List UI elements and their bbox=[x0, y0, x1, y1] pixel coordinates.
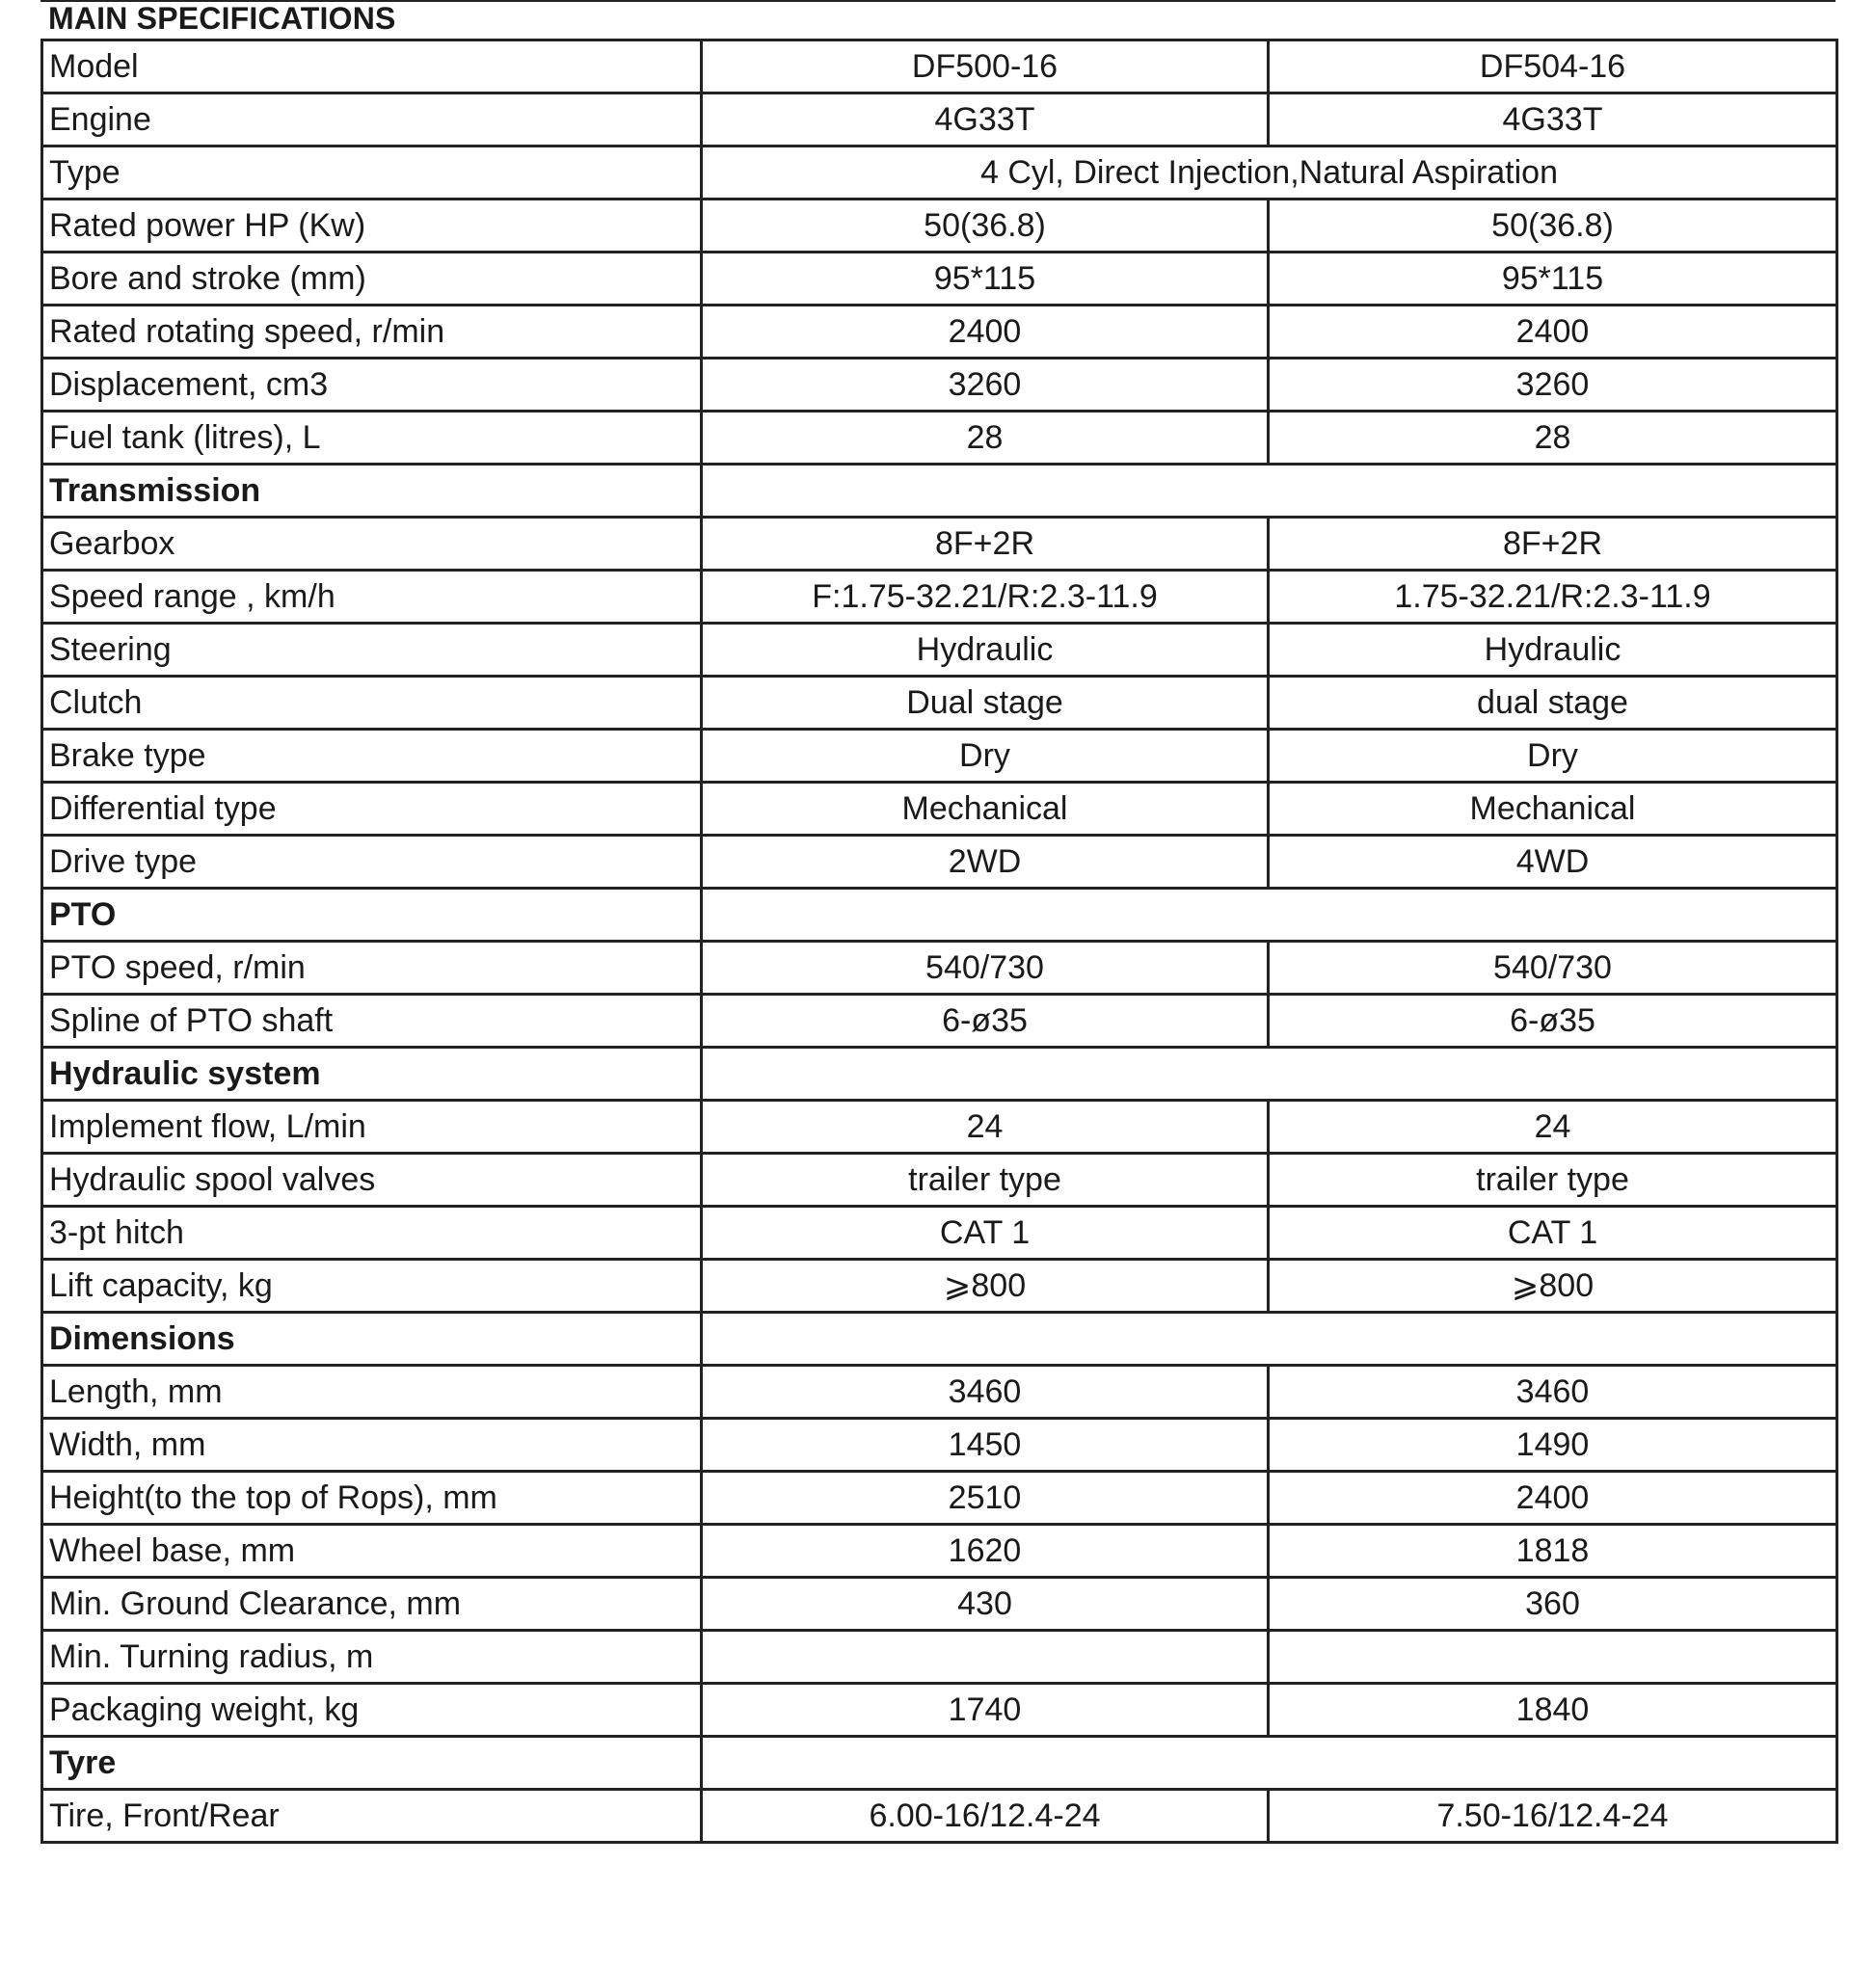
section-row bbox=[42, 889, 1837, 942]
page-title: MAIN SPECIFICATIONS bbox=[48, 1, 396, 36]
spec-label: Wheel base, mm bbox=[42, 1525, 702, 1578]
section-heading: Dimensions bbox=[42, 1313, 702, 1366]
spec-value-df504: 95*115 bbox=[1269, 253, 1837, 306]
specifications-table-body bbox=[42, 40, 1837, 1843]
section-empty-cell bbox=[702, 465, 1837, 518]
spec-label: Width, mm bbox=[42, 1419, 702, 1472]
spec-label: Rated power HP (Kw) bbox=[42, 200, 702, 253]
table-row bbox=[42, 518, 1837, 571]
spec-label: Displacement, cm3 bbox=[42, 359, 702, 412]
spec-value-df500: Dry bbox=[702, 730, 1269, 783]
spec-label: Brake type bbox=[42, 730, 702, 783]
table-row bbox=[42, 200, 1837, 253]
spec-value-df500: 1450 bbox=[702, 1419, 1269, 1472]
spec-value-df500: Mechanical bbox=[702, 783, 1269, 836]
table-row bbox=[42, 93, 1837, 146]
spec-value-df500: 430 bbox=[702, 1578, 1269, 1631]
spec-value-df500: 6-ø35 bbox=[702, 995, 1269, 1048]
spec-label: Engine bbox=[42, 93, 702, 146]
spec-value-df500: 95*115 bbox=[702, 253, 1269, 306]
spec-value-df504: Dry bbox=[1269, 730, 1837, 783]
section-row bbox=[42, 1737, 1837, 1790]
spec-value-df504: 2400 bbox=[1269, 306, 1837, 359]
spec-value-shared: 4 Cyl, Direct Injection,Natural Aspiration bbox=[702, 146, 1837, 200]
section-row bbox=[42, 1048, 1837, 1101]
spec-value-df504 bbox=[1269, 1631, 1837, 1684]
spec-label: Min. Turning radius, m bbox=[42, 1631, 702, 1684]
spec-value-df504: DF504-16 bbox=[1269, 40, 1837, 93]
spec-value-df500: 3260 bbox=[702, 359, 1269, 412]
spec-value-df500: 540/730 bbox=[702, 942, 1269, 995]
table-row bbox=[42, 1366, 1837, 1419]
spec-value-df504: 4G33T bbox=[1269, 93, 1837, 146]
spec-value-df504: 2400 bbox=[1269, 1472, 1837, 1525]
spec-value-df500: ⩾800 bbox=[702, 1260, 1269, 1313]
section-empty-cell bbox=[702, 889, 1837, 942]
spec-value-df504: 50(36.8) bbox=[1269, 200, 1837, 253]
spec-value-df500: trailer type bbox=[702, 1154, 1269, 1207]
spec-label: Height(to the top of Rops), mm bbox=[42, 1472, 702, 1525]
spec-value-df500: 50(36.8) bbox=[702, 200, 1269, 253]
spec-label: Drive type bbox=[42, 836, 702, 889]
spec-value-df504: 7.50-16/12.4-24 bbox=[1269, 1790, 1837, 1843]
spec-value-df504: ⩾800 bbox=[1269, 1260, 1837, 1313]
spec-value-df500: 4G33T bbox=[702, 93, 1269, 146]
spec-value-df500: Dual stage bbox=[702, 677, 1269, 730]
table-row bbox=[42, 1684, 1837, 1737]
spec-label: Clutch bbox=[42, 677, 702, 730]
spec-value-df504: 1840 bbox=[1269, 1684, 1837, 1737]
spec-label: 3-pt hitch bbox=[42, 1207, 702, 1260]
section-row bbox=[42, 465, 1837, 518]
spec-label: Length, mm bbox=[42, 1366, 702, 1419]
table-row bbox=[42, 1260, 1837, 1313]
spec-label: Steering bbox=[42, 624, 702, 677]
spec-label: Packaging weight, kg bbox=[42, 1684, 702, 1737]
table-row bbox=[42, 1790, 1837, 1843]
spec-value-df504: Mechanical bbox=[1269, 783, 1837, 836]
spec-value-df504: 8F+2R bbox=[1269, 518, 1837, 571]
spec-value-df500: 28 bbox=[702, 412, 1269, 465]
section-empty-cell bbox=[702, 1048, 1837, 1101]
spec-value-df500: 6.00-16/12.4-24 bbox=[702, 1790, 1269, 1843]
table-row bbox=[42, 836, 1837, 889]
spec-label: Min. Ground Clearance, mm bbox=[42, 1578, 702, 1631]
table-row bbox=[42, 1101, 1837, 1154]
section-heading: Tyre bbox=[42, 1737, 702, 1790]
table-row bbox=[42, 942, 1837, 995]
section-heading: Hydraulic system bbox=[42, 1048, 702, 1101]
spec-value-df504: Hydraulic bbox=[1269, 624, 1837, 677]
spec-value-df500: DF500-16 bbox=[702, 40, 1269, 93]
section-heading: Transmission bbox=[42, 465, 702, 518]
spec-value-df500 bbox=[702, 1631, 1269, 1684]
table-row bbox=[42, 253, 1837, 306]
spec-value-df500: 3460 bbox=[702, 1366, 1269, 1419]
spec-label: Lift capacity, kg bbox=[42, 1260, 702, 1313]
spec-value-df504: dual stage bbox=[1269, 677, 1837, 730]
table-row bbox=[42, 783, 1837, 836]
table-row bbox=[42, 571, 1837, 624]
spec-value-df500: 2400 bbox=[702, 306, 1269, 359]
spec-value-df500: 24 bbox=[702, 1101, 1269, 1154]
section-row bbox=[42, 1313, 1837, 1366]
section-empty-cell bbox=[702, 1737, 1837, 1790]
spec-value-df500: 2WD bbox=[702, 836, 1269, 889]
spec-label: Implement flow, L/min bbox=[42, 1101, 702, 1154]
spec-value-df504: 1818 bbox=[1269, 1525, 1837, 1578]
spec-value-df504: 1490 bbox=[1269, 1419, 1837, 1472]
spec-value-df504: 1.75-32.21/R:2.3-11.9 bbox=[1269, 571, 1837, 624]
spec-value-df504: 3260 bbox=[1269, 359, 1837, 412]
spec-value-df500: 2510 bbox=[702, 1472, 1269, 1525]
table-row bbox=[42, 1419, 1837, 1472]
spec-value-df500: Hydraulic bbox=[702, 624, 1269, 677]
table-row bbox=[42, 1578, 1837, 1631]
spec-value-df504: CAT 1 bbox=[1269, 1207, 1837, 1260]
spec-value-df500: 1620 bbox=[702, 1525, 1269, 1578]
spec-value-df504: trailer type bbox=[1269, 1154, 1837, 1207]
spec-value-df500: F:1.75-32.21/R:2.3-11.9 bbox=[702, 571, 1269, 624]
spec-label: Type bbox=[42, 146, 702, 200]
spec-label: Bore and stroke (mm) bbox=[42, 253, 702, 306]
spec-value-df504: 6-ø35 bbox=[1269, 995, 1837, 1048]
spec-value-df500: 8F+2R bbox=[702, 518, 1269, 571]
spec-label: Hydraulic spool valves bbox=[42, 1154, 702, 1207]
table-row bbox=[42, 730, 1837, 783]
spec-label: Rated rotating speed, r/min bbox=[42, 306, 702, 359]
table-row bbox=[42, 306, 1837, 359]
spec-value-df500: 1740 bbox=[702, 1684, 1269, 1737]
table-row bbox=[42, 1207, 1837, 1260]
spec-value-df504: 360 bbox=[1269, 1578, 1837, 1631]
table-row bbox=[42, 1631, 1837, 1684]
spec-label: Gearbox bbox=[42, 518, 702, 571]
specifications-table bbox=[40, 39, 1838, 1844]
spec-value-df504: 540/730 bbox=[1269, 942, 1837, 995]
spec-label: Model bbox=[42, 40, 702, 93]
section-heading: PTO bbox=[42, 889, 702, 942]
table-row bbox=[42, 146, 1837, 200]
table-row bbox=[42, 624, 1837, 677]
spec-value-df500: CAT 1 bbox=[702, 1207, 1269, 1260]
table-row bbox=[42, 1154, 1837, 1207]
spec-label: Tire, Front/Rear bbox=[42, 1790, 702, 1843]
spec-label: Differential type bbox=[42, 783, 702, 836]
spec-label: Speed range , km/h bbox=[42, 571, 702, 624]
table-row bbox=[42, 1472, 1837, 1525]
table-row bbox=[42, 995, 1837, 1048]
spec-label: PTO speed, r/min bbox=[42, 942, 702, 995]
spec-value-df504: 24 bbox=[1269, 1101, 1837, 1154]
table-row bbox=[42, 412, 1837, 465]
spec-value-df504: 28 bbox=[1269, 412, 1837, 465]
spec-label: Fuel tank (litres), L bbox=[42, 412, 702, 465]
table-row bbox=[42, 40, 1837, 93]
table-row bbox=[42, 677, 1837, 730]
spec-value-df504: 3460 bbox=[1269, 1366, 1837, 1419]
spec-value-df504: 4WD bbox=[1269, 836, 1837, 889]
table-row bbox=[42, 1525, 1837, 1578]
spec-label: Spline of PTO shaft bbox=[42, 995, 702, 1048]
table-row bbox=[42, 359, 1837, 412]
section-empty-cell bbox=[702, 1313, 1837, 1366]
